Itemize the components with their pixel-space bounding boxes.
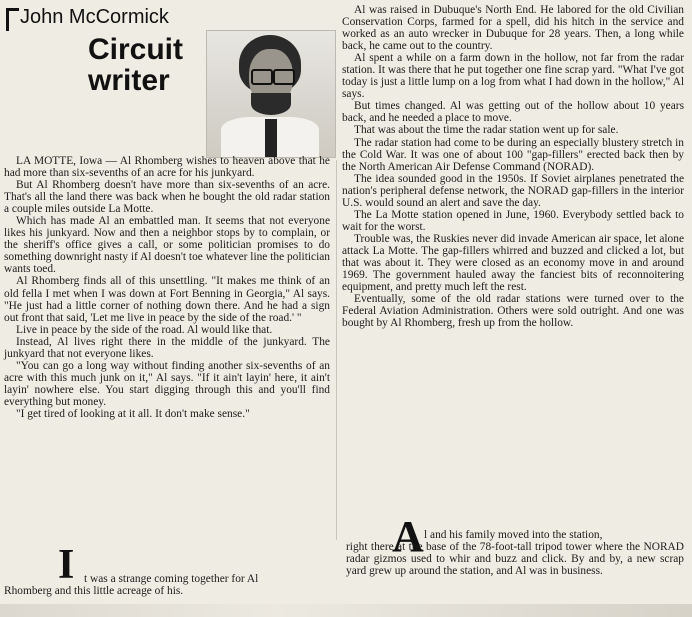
paragraph: The idea sounded good in the 1950s. If Soviet airplanes penetrated the nation's peripheral defense network, the NORAD gap-fillers in the interior U.S. would sound an alert and save the day. — [342, 172, 684, 209]
paragraph: But Al Rhomberg doesn't have more than six-sevenths of an acre. That's all the land there was back when he bought the old radar station a couple miles outside La Motte. — [4, 179, 330, 216]
paragraph: Live in peace by the side of the road. Al would like that. — [16, 323, 273, 336]
columnist-name: John McCormick — [20, 6, 169, 28]
paragraph: The La Motte station opened in June, 1960. Everybody settled back to wait for the worst. — [342, 208, 684, 233]
paragraph: Al spent a while on a farm down in the hollow, not far from the radar station. It was there that he put together one fine scrap yard. "What I've got today is just a little lump on a log from what I had down in the hollow," Al says. — [342, 52, 684, 101]
paragraph: LA MOTTE, Iowa — Al Rhomberg wishes to heaven above that he had more than six-sevenths of an acre for his junkyard. — [4, 155, 330, 180]
left-bottom-line1: t was a strange coming together for Al — [84, 573, 259, 585]
right-column — [342, 4, 684, 329]
column-title — [88, 34, 183, 96]
columnist-photo — [206, 30, 336, 158]
right-bottom-section — [346, 529, 684, 577]
paragraph: Instead, Al lives right there in the middle of the junkyard. The junkyard that not everyone likes. — [4, 335, 330, 360]
column-title-line1: Circuit — [88, 33, 184, 66]
right-bottom-rest: right there at the base of the 78-foot-tall tripod tower where the NORAD radar gizmos used to whir and buzz and click. By and by, a new scrap yard grew up around the station, and Al was in business. — [346, 541, 684, 578]
paragraph: The radar station had come to be during an especially blustery stretch in the Cold War. It was one of about 100 "gap-fillers" erected back then by the North American Air Defense Command (NORAD). — [342, 136, 684, 173]
photo-beard — [251, 93, 291, 115]
left-bottom-line2: Rhomberg and this little acreage of his. — [4, 585, 184, 598]
left-bottom-section — [4, 573, 330, 597]
paragraph: Which has made Al an embattled man. It seems that not everyone likes his junkyard. Now and then a neighbor stops by to complain, or the sheriff's office gives a call, or some politician promises to do something downright nasty if Al doesn't toe whatever line the politician wants toed. — [4, 215, 330, 276]
paragraph: Al was raised in Dubuque's North End. He labored for the old Civilian Conservation Corps, farmed for a spell, did his hitch in the service and worked as an auto wrecker in Dubuque for 28 years. Then, a long while back, he came out to the country. — [342, 4, 684, 53]
paragraph: Trouble was, the Ruskies never did invade American air space, let alone attack La Motte. The gap-fillers whirred and buzzed and clicked a lot, but that was about it. They were closed as an economy move in and around 1969. The government hauled away the fanciest bits of reconnoitering equipment, and pretty much left the rest. — [342, 232, 684, 294]
column-divider — [336, 160, 337, 540]
paragraph: Eventually, some of the old radar stations were turned over to the Federal Aviation Administration. Others were sold outright. And one was bought by Al Rhomberg, fresh up from the hollow. — [342, 293, 684, 330]
paragraph: That was about the time the radar station went up for sale. — [354, 124, 619, 137]
drop-cap-a: A — [392, 512, 424, 561]
left-column — [4, 155, 330, 420]
drop-cap-i: I — [58, 542, 75, 588]
paragraph: "You can go a long way without finding another six-sevenths of an acre with this much junk on it," Al says. "If it ain't layin' here, it ain't layin' nowhere else. You start digging through this and you'll find everything but money. — [4, 359, 330, 408]
paragraph: Al Rhomberg finds all of this unsettling. "It makes me think of an old fella I met when I was down at Fort Benning in Georgia," Al says. "He just had a little corner of nothing down there. And he had a sign out front that said, 'Let me live in peace by the side of the road.' " — [4, 275, 330, 324]
paragraph: "I get tired of looking at it all. It don't make sense." — [16, 407, 250, 420]
photo-glasses-right — [273, 69, 295, 85]
right-bottom-line1: l and his family moved into the station, — [424, 529, 603, 541]
paragraph: But times changed. Al was getting out of the hollow about 10 years back, and he needed a place to move. — [342, 100, 684, 125]
photo-glasses-left — [251, 69, 273, 85]
column-title-line2: writer — [88, 64, 170, 97]
page-bottom-edge — [0, 604, 692, 617]
photo-tie — [265, 119, 277, 157]
column-header-rule — [6, 8, 19, 31]
